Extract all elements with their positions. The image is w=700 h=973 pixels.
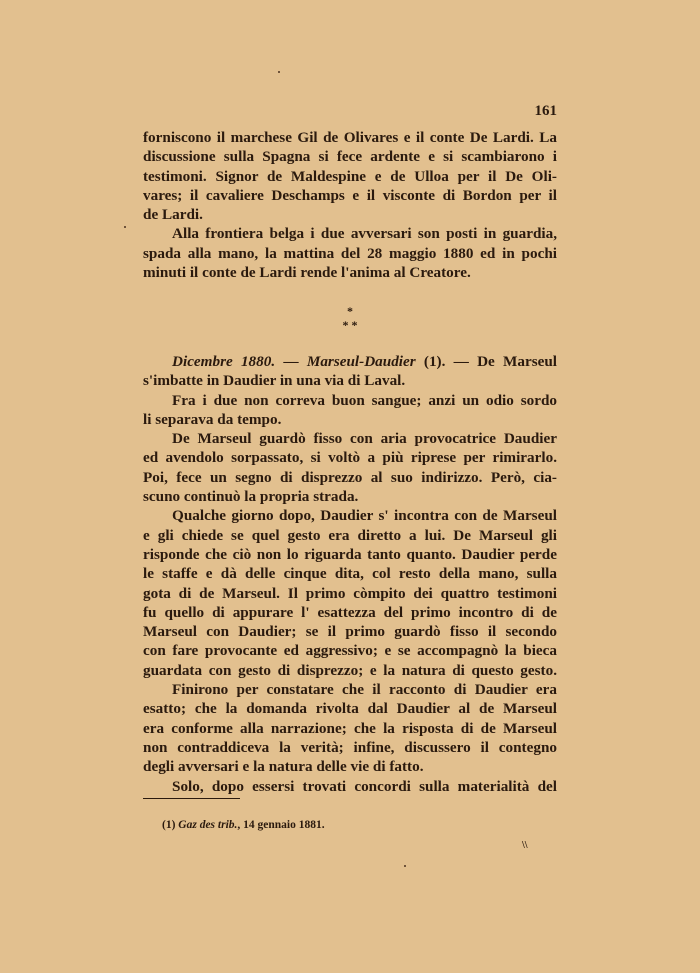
- text-segment: Marseul-Daudier: [306, 353, 416, 370]
- text-line: Fra i due non correva buon sangue; anzi un odio sordo: [172, 391, 557, 409]
- text-line: Finirono per constatare che il racconto di Daudier era: [172, 681, 557, 699]
- text-line: gota di de Marseul. Il primo còmpito dei quattro testimoni: [143, 584, 557, 602]
- text-line: testimoni. Signor de Maldespine e de Ulloa per il De Oli-: [143, 167, 557, 185]
- text-line: [143, 352, 557, 371]
- text-line: esatto; che la domanda rivolta dal Daudier al de Marseul: [143, 700, 557, 718]
- asterism-top: *: [347, 304, 353, 318]
- text-line: degli avversari e la natura delle vie di fatto.: [143, 758, 424, 776]
- text-line: li separava da tempo.: [143, 410, 282, 428]
- text-line: guardata con gesto di disprezzo; e la natura di questo gesto.: [143, 661, 557, 679]
- text-line: le staffe e dà delle cinque dita, col resto della mano, sulla: [143, 565, 557, 583]
- footnote: [162, 819, 325, 831]
- text-line: de Lardi.: [143, 206, 203, 224]
- text-line: non contraddiceva la verità; infine, discussero il contegno: [143, 738, 557, 756]
- text-line: spada alla mano, la mattina del 28 maggio 1880 ed in pochi: [143, 244, 557, 262]
- text-line: ed avendolo sorpassato, si voltò a più riprese per rimirarlo.: [143, 449, 557, 467]
- asterism-divider: [330, 304, 370, 332]
- page-number: 161: [534, 103, 557, 119]
- asterism-bottom: * *: [342, 318, 358, 332]
- text-line: minuti il conte de Lardi rende l'anima al Creatore.: [143, 264, 471, 282]
- footnote-rule: [143, 798, 240, 799]
- text-segment: —: [275, 353, 307, 370]
- signature-mark: \\: [522, 840, 528, 851]
- text-line: discussione sulla Spagna si fece ardente e si scambiarono i: [143, 148, 557, 166]
- speck: [278, 71, 280, 73]
- text-segment: Dicembre 1880.: [172, 353, 276, 370]
- text-line: e gli chiede se quel gesto era diretto a lui. De Marseul gli: [143, 526, 557, 544]
- text-line: De Marseul guardò fisso con aria provocatrice Daudier: [172, 430, 557, 448]
- text-line: risponde che ciò non lo riguarda tanto quanto. Daudier perde: [143, 545, 557, 563]
- speck: [404, 865, 406, 867]
- text-segment: (1). — De Marseul: [415, 353, 558, 370]
- speck: [124, 226, 126, 228]
- text-line: con fare provocante ed aggressivo; e se accompagnò la bieca: [143, 642, 557, 660]
- footnote-marker: (1): [162, 819, 179, 831]
- text-line: vares; il cavaliere Deschamps e il visconte di Bordon per il: [143, 186, 557, 204]
- text-block-2: [143, 352, 557, 796]
- text-block-1: [143, 128, 557, 282]
- text-line: fu quello di appurare l' esattezza del primo incontro di de: [143, 603, 557, 621]
- text-line: scuno continuò la propria strada.: [143, 488, 359, 506]
- text-line: era conforme alla narrazione; che la risposta di de Marseul: [143, 719, 557, 737]
- text-line: forniscono il marchese Gil de Olivares e il conte De Lardi. La: [143, 129, 557, 146]
- text-line: Solo, dopo essersi trovati concordi sulla materialità del: [172, 777, 557, 795]
- footnote-date: , 14 gennaio 1881.: [237, 819, 325, 831]
- footnote-source: Gaz des trib.: [178, 819, 238, 831]
- text-line: s'imbatte in Daudier in una via di Laval.: [143, 372, 406, 390]
- text-line: Alla frontiera belga i due avversari son posti in guardia,: [172, 225, 557, 243]
- text-line: Marseul con Daudier; se il primo guardò fisso il secondo: [143, 623, 557, 641]
- text-line: Poi, fece un segno di disprezzo al suo indirizzo. Però, cia-: [143, 468, 557, 486]
- text-line: Qualche giorno dopo, Daudier s' incontra con de Marseul: [172, 507, 557, 525]
